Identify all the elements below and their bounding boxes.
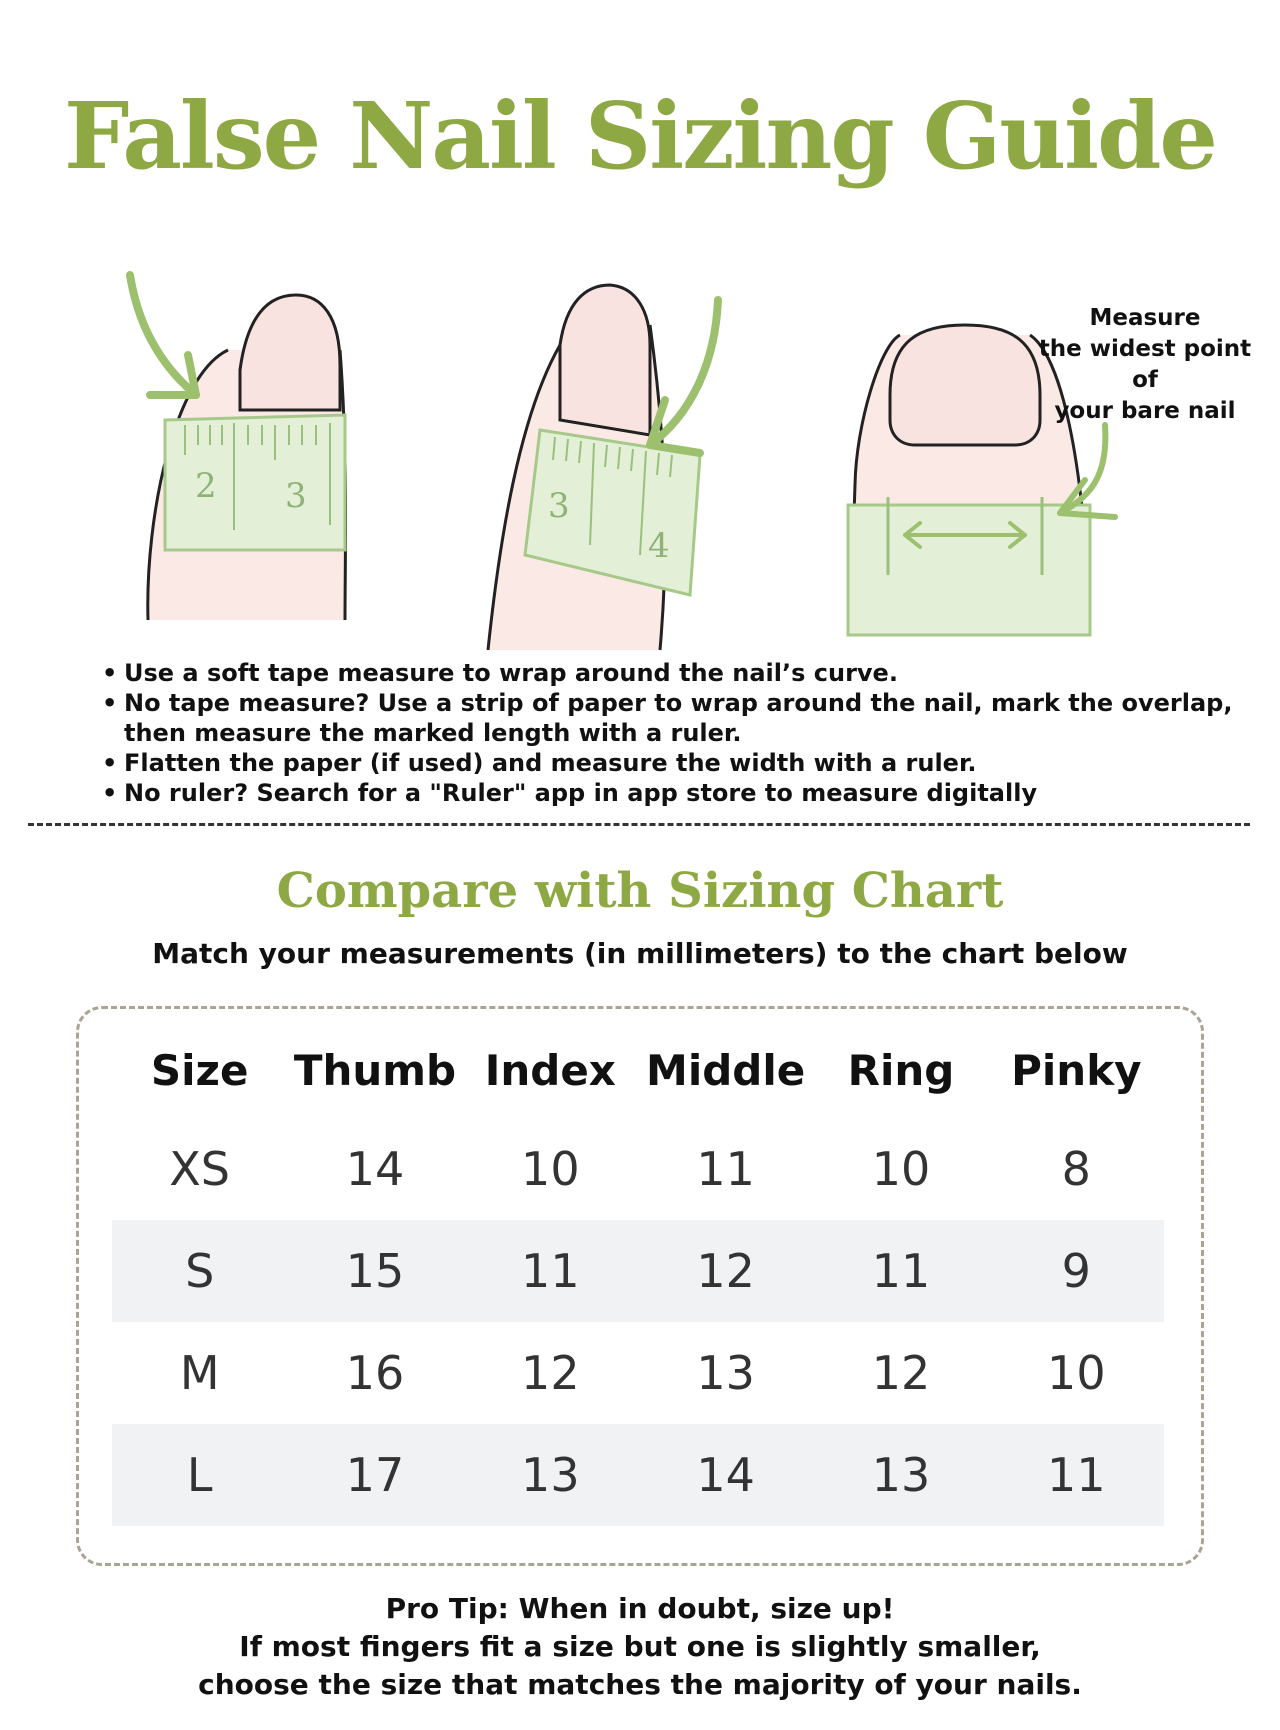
instruction-list xyxy=(100,658,1240,808)
measure-note-line: the widest point of xyxy=(1038,336,1252,393)
table-cell: 13 xyxy=(813,1424,988,1526)
instruction-item: • No tape measure? Use a strip of paper to wrap around the nail, mark the overlap, then measure the marked length with a ruler. xyxy=(100,688,1240,748)
size-cell: S xyxy=(112,1220,287,1322)
instruction-item: • No ruler? Search for a "Ruler" app in app store to measure digitally xyxy=(100,778,1240,808)
table-cell: 12 xyxy=(521,1346,580,1400)
measure-note-line: Measure xyxy=(1089,305,1201,331)
table-cell: 13 xyxy=(696,1346,755,1400)
instruction-item: • Use a soft tape measure to wrap around the nail’s curve. xyxy=(100,658,1240,688)
size-cell: L xyxy=(112,1424,287,1526)
finger-thumb-illustration xyxy=(130,275,346,620)
ruler-number: 3 xyxy=(548,486,570,526)
table-cell: 13 xyxy=(463,1424,638,1526)
table-cell: 8 xyxy=(1061,1142,1091,1196)
page-title: False Nail Sizing Guide xyxy=(64,82,1216,190)
chart-title: Compare with Sizing Chart xyxy=(276,863,1004,919)
table-cell: 10 xyxy=(871,1142,931,1196)
ruler-number: 4 xyxy=(648,526,670,566)
table-cell: 10 xyxy=(1047,1346,1106,1400)
chart-subtitle: Match your measurements (in millimeters) to the chart below xyxy=(152,937,1128,970)
pro-tip-line: Pro Tip: When in doubt, size up! xyxy=(385,1592,895,1625)
measure-note xyxy=(1030,303,1260,427)
section-divider xyxy=(28,823,1250,826)
column-header: Size xyxy=(150,1045,249,1095)
table-cell: 12 xyxy=(871,1346,931,1400)
pro-tip-line: choose the size that matches the majority of your nails. xyxy=(198,1668,1082,1701)
table-cell: 11 xyxy=(989,1424,1164,1526)
table-cell: 12 xyxy=(638,1220,813,1322)
pro-tip xyxy=(0,1590,1280,1704)
table-header-row xyxy=(112,1022,1164,1118)
sizing-table xyxy=(112,1022,1164,1526)
table-cell: 16 xyxy=(345,1346,405,1400)
column-header: Pinky xyxy=(1011,1045,1142,1095)
finger-index-illustration xyxy=(488,285,718,650)
table-cell: 11 xyxy=(696,1142,755,1196)
table-cell: 9 xyxy=(989,1220,1164,1322)
size-cell: XS xyxy=(169,1142,231,1196)
table-cell: 11 xyxy=(813,1220,988,1322)
table-cell: 14 xyxy=(638,1424,813,1526)
table-cell: 14 xyxy=(345,1142,405,1196)
table-row xyxy=(112,1424,1164,1526)
table-cell: 10 xyxy=(521,1142,580,1196)
ruler-number: 3 xyxy=(285,476,307,516)
size-cell: M xyxy=(179,1346,220,1400)
column-header: Thumb xyxy=(293,1045,457,1095)
ruler-number: 2 xyxy=(195,466,217,506)
measure-note-line: your bare nail xyxy=(1054,398,1236,424)
pro-tip-line: If most fingers fit a size but one is slightly smaller, xyxy=(239,1630,1041,1663)
table-cell: 17 xyxy=(287,1424,462,1526)
column-header: Index xyxy=(484,1045,616,1095)
table-row xyxy=(112,1220,1164,1322)
column-header: Ring xyxy=(847,1045,955,1095)
table-cell: 11 xyxy=(463,1220,638,1322)
table-row xyxy=(112,1118,1164,1220)
instruction-item: • Flatten the paper (if used) and measure the width with a ruler. xyxy=(100,748,1240,778)
table-row xyxy=(112,1322,1164,1424)
table-cell: 15 xyxy=(287,1220,462,1322)
column-header: Middle xyxy=(646,1045,806,1095)
